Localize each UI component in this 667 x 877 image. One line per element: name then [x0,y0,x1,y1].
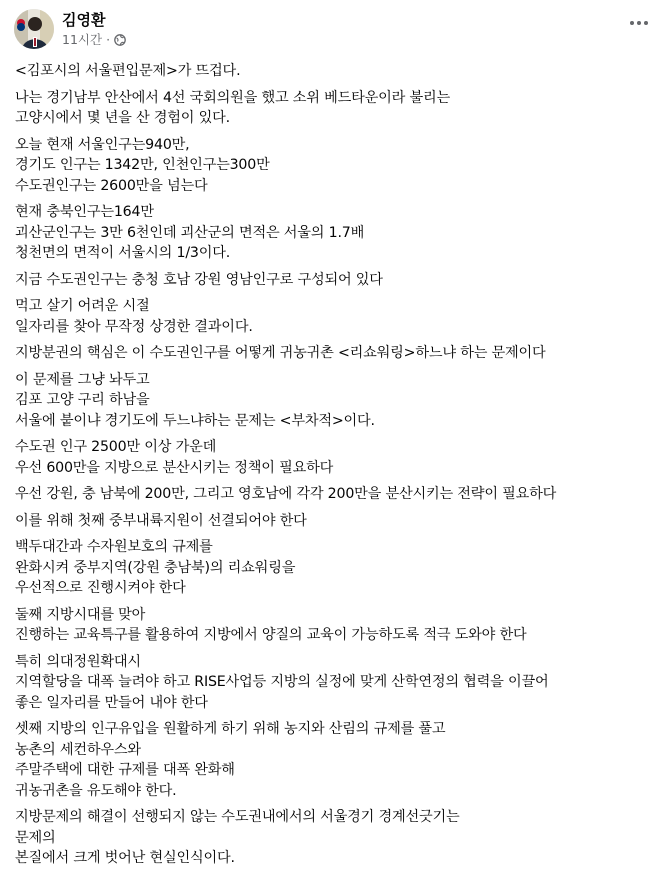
post-paragraph [15,437,655,478]
post-text-line: 청천면의 면적이 서울시의 1/3이다. [15,245,231,261]
post-paragraph [15,202,655,264]
post-text-line: 나는 경기남부 안산에서 4선 국회의원을 했고 소위 베드타운이라 불리는 [15,89,450,106]
post-text-line: 우선 600만을 지방으로 분산시키는 정책이 필요하다 [15,459,334,476]
post-text-line: 귀농귀촌을 유도해야 한다. [15,782,177,799]
post-text-line: 수도권 인구 2500만 이상 가운데 [15,439,217,455]
author-name[interactable]: 김영환 [62,11,106,29]
post-text-line: 이를 위해 첫째 중부내륙지원이 선결되어야 한다 [15,512,307,529]
post-paragraph [15,135,655,197]
post-text-line: 수도권인구는 2600만을 넘는다 [15,177,208,194]
post-paragraph [15,88,655,129]
post-text-line: 백두대간과 수자원보호의 규제를 [15,539,213,555]
post-text-line: 김포 고양 구리 하남을 [15,392,150,408]
post-paragraph [15,719,655,801]
post-header [14,9,653,55]
post-text-line: 경기도 인구는 1342만, 인천인구는300만 [15,157,270,173]
post-text-line: 일자리를 찾아 무작정 상경한 결과이다. [15,318,253,335]
post-text-line: 지역할당을 대폭 늘려야 하고 RISE사업등 지방의 실정에 맞게 산학연정의 협력을 이끌어 [15,674,549,690]
post-paragraph [15,511,655,532]
post-text-line: 문제의 [15,829,56,846]
post-text-line: <김포시의 서울편입문제>가 뜨겁다. [15,63,241,79]
post-text-line: 지금 수도권인구는 충청 호남 강원 영남인구로 구성되어 있다 [15,271,383,288]
post-paragraph [15,343,655,364]
post-body [15,61,655,875]
more-icon-dot [637,21,641,25]
post-text-line: 주말주택에 대한 규제를 대폭 완화해 [15,762,235,778]
post-text-line: 둘째 지방시대를 맞아 [15,606,146,623]
post-paragraph [15,370,655,432]
post-paragraph [15,605,655,646]
post-text-line: 먹고 살기 어려운 시절 [15,298,150,314]
post-paragraph [15,296,655,337]
post-text-line: 이 문제를 그냥 놔두고 [15,371,150,388]
post-paragraph [15,537,655,599]
avatar-image [14,9,54,49]
post-text-line: 지방분권의 핵심은 이 수도권인구를 어떻게 귀농귀촌 <리쇼워링>하느냐 하는 문제이다 [15,345,546,361]
post-text-line: 오늘 현재 서울인구는940만, [15,136,190,153]
post-text-line: 셋째 지방의 인구유입을 원활하게 하기 위해 농지와 산림의 규제를 풀고 [15,721,446,737]
more-options-button[interactable] [625,13,653,33]
meta-separator: · [106,32,111,47]
globe-icon[interactable] [114,34,126,46]
post-text-line: 특히 의대정원확대시 [15,653,141,670]
post-text-line: 좋은 일자리를 만들어 내야 한다 [15,694,208,711]
post-meta [62,31,126,49]
post-paragraph [15,807,655,869]
post-text-line: 농촌의 세컨하우스와 [15,741,141,758]
post-text-line: 진행하는 교육특구를 활용하여 지방에서 양질의 교육이 가능하도록 적극 도와야 한다 [15,627,527,643]
avatar[interactable] [14,9,54,49]
post-paragraph [15,652,655,714]
post-text-line: 지방문제의 해결이 선행되지 않는 수도권내에서의 서울경기 경계선긋기는 [15,809,460,825]
post-paragraph [15,270,655,291]
more-icon-dot [644,21,648,25]
timestamp[interactable]: 11시간 [62,32,103,47]
post-text-line: 서울에 붙이냐 경기도에 두느냐하는 문제는 <부차적>이다. [15,412,375,429]
more-icon-dot [630,21,634,25]
post-text-line: 본질에서 크게 벗어난 현실인식이다. [15,850,235,866]
post-paragraph [15,61,655,82]
post-text-line: 우선 강원, 충 남북에 200만, 그리고 영호남에 각각 200만을 분산시키는 전략이 필요하다 [15,486,557,502]
post-paragraph [15,484,655,505]
post-text-line: 현재 충북인구는164만 [15,204,154,220]
post-text-line: 고양시에서 몇 년을 산 경험이 있다. [15,110,230,126]
post-text-line: 괴산군인구는 3만 6천인데 괴산군의 면적은 서울의 1.7배 [15,224,365,241]
post-text-line: 완화시켜 중부지역(강원 충남북)의 리쇼워링을 [15,559,296,576]
post-text-line: 우선적으로 진행시켜야 한다 [15,580,186,596]
